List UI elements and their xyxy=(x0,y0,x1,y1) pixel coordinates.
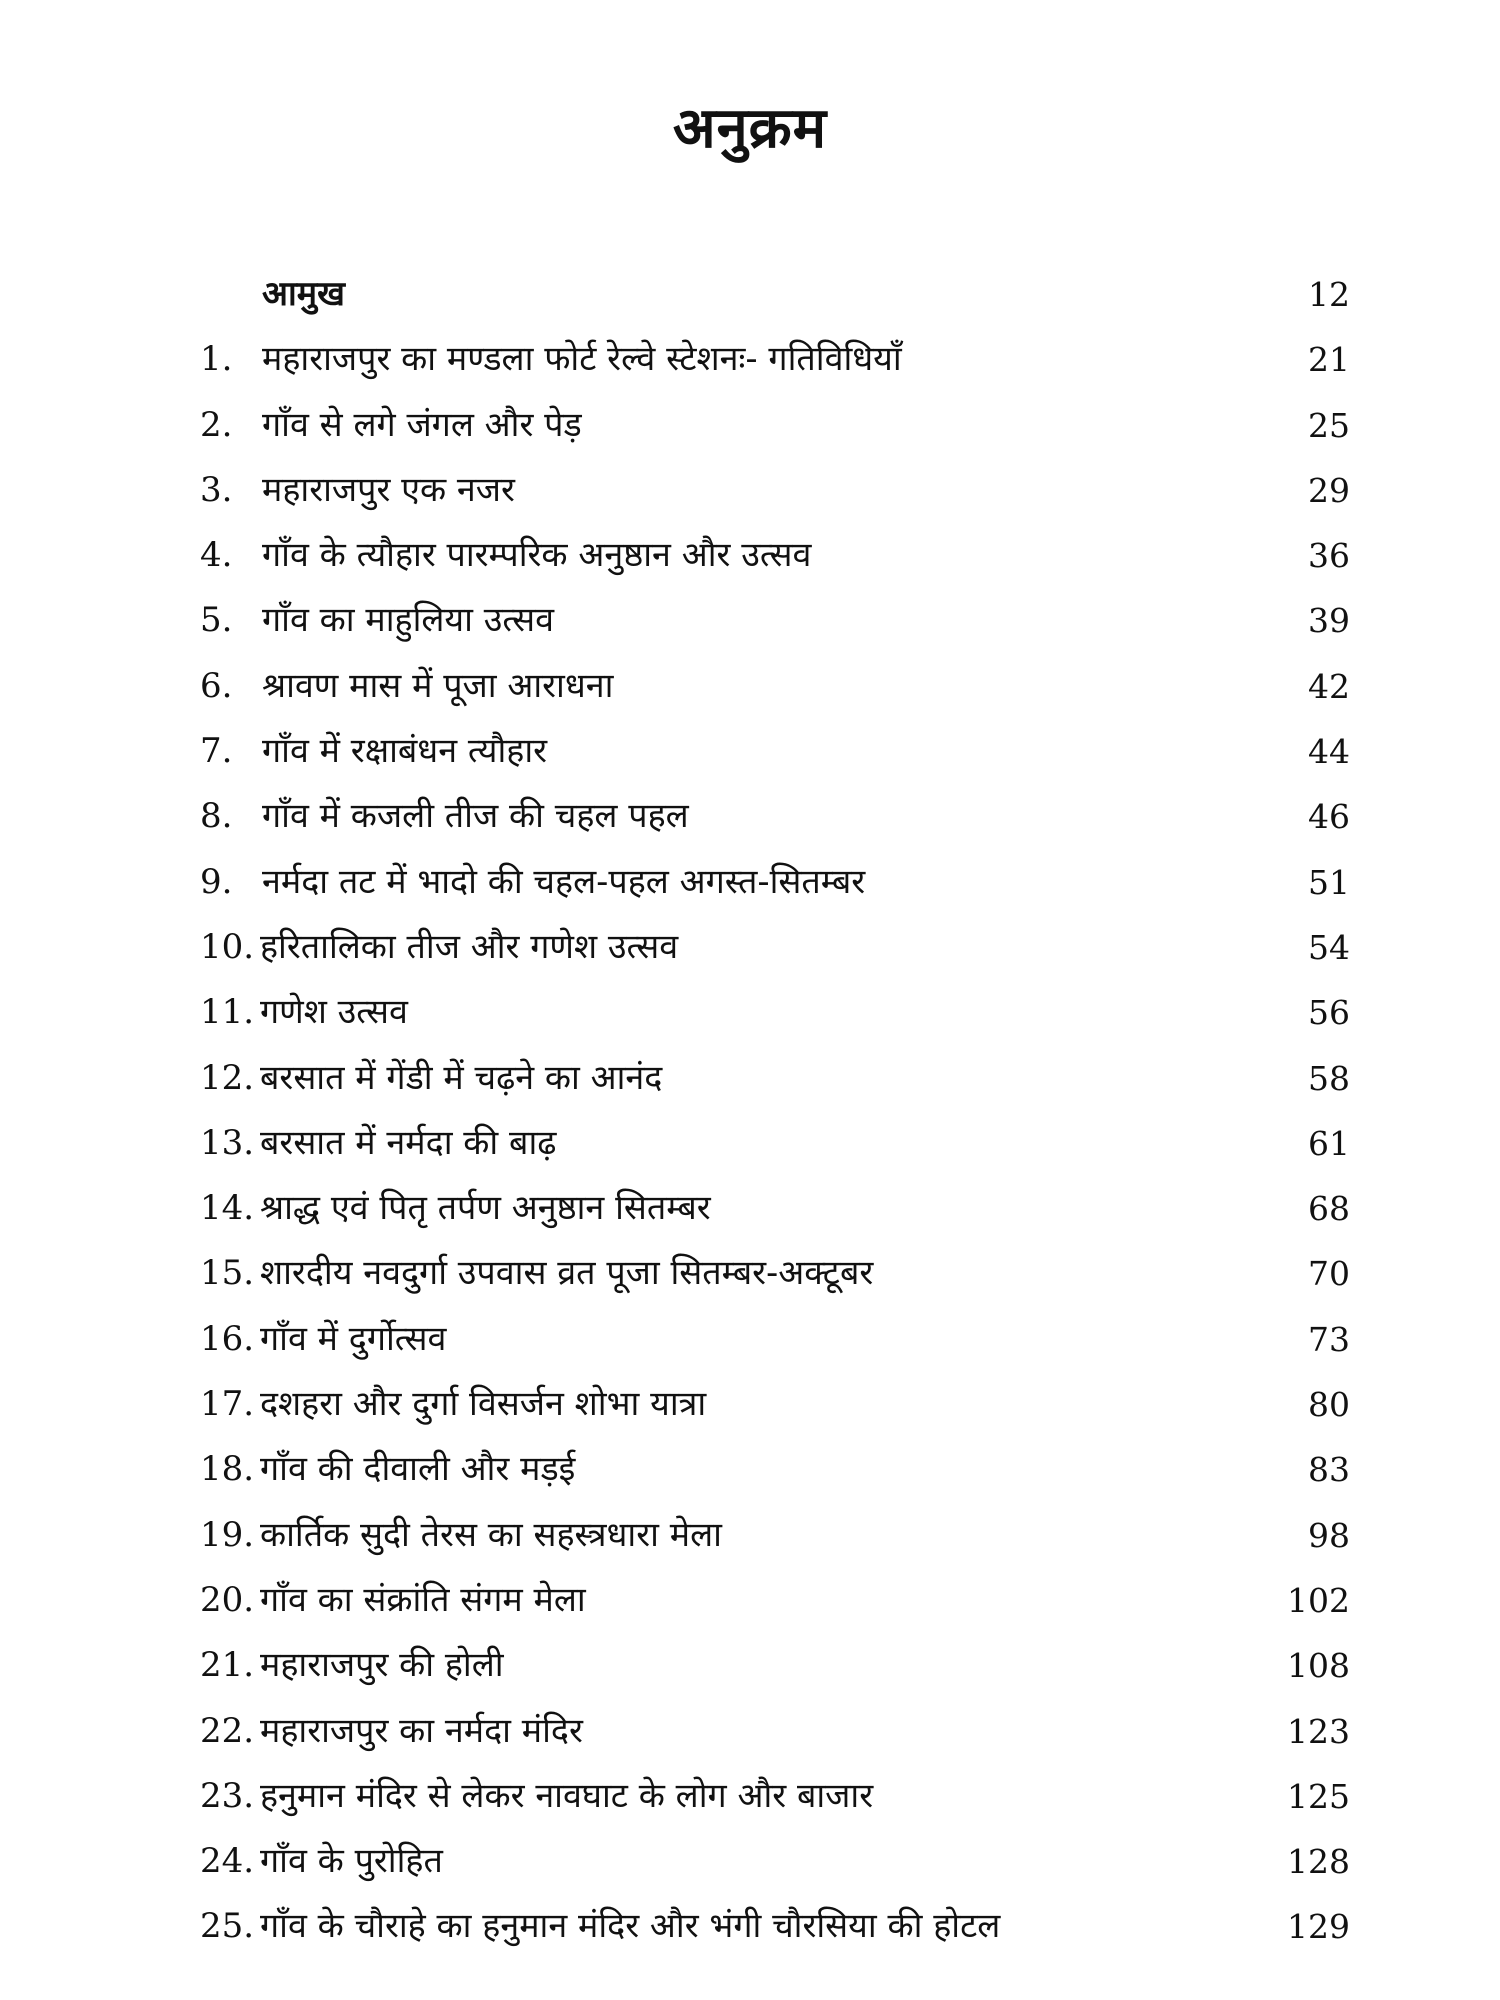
toc-entry-number: 2. xyxy=(200,404,233,445)
toc-entry-number: 5. xyxy=(200,600,233,641)
toc-entry-number: 24. xyxy=(200,1841,255,1882)
toc-row xyxy=(200,1241,1350,1306)
toc-entry-title: हनुमान मंदिर से लेकर नावघाट के लोग और बाजार xyxy=(260,1775,874,1816)
toc-entry-page: 58 xyxy=(1308,1058,1350,1098)
toc-entry-number: 8. xyxy=(200,796,233,837)
toc-row xyxy=(200,1568,1350,1633)
toc-row xyxy=(200,980,1350,1045)
toc-row xyxy=(200,1633,1350,1698)
toc-entry-number: 4. xyxy=(200,535,233,576)
toc-entry-number: 15. xyxy=(200,1253,255,1294)
toc-entry-page: 56 xyxy=(1308,993,1350,1033)
toc-row xyxy=(200,1764,1350,1829)
toc-entry-page: 129 xyxy=(1287,1907,1350,1947)
toc-entry-number: 14. xyxy=(200,1188,255,1229)
toc-entry-title: गाँव में रक्षाबंधन त्यौहार xyxy=(262,731,548,772)
toc-row xyxy=(200,1307,1350,1372)
toc-entry-page: 73 xyxy=(1308,1319,1350,1359)
toc-row xyxy=(200,1503,1350,1568)
page-title: अनुक्रम xyxy=(672,96,828,161)
toc-entry-title: गाँव के त्यौहार पारम्परिक अनुष्ठान और उत्सव xyxy=(262,535,812,576)
toc-entry-title: गाँव का माहुलिया उत्सव xyxy=(262,600,555,641)
toc-entry-page: 61 xyxy=(1308,1123,1350,1163)
toc-row xyxy=(200,1372,1350,1437)
toc-entry-page: 21 xyxy=(1308,340,1350,380)
toc-entry-page: 70 xyxy=(1308,1254,1350,1294)
toc-entry-page: 44 xyxy=(1308,732,1350,772)
toc-row xyxy=(200,1894,1350,1959)
toc-entry-number: 19. xyxy=(200,1514,255,1555)
toc-entry-number: 13. xyxy=(200,1122,255,1163)
toc-entry-page: 36 xyxy=(1308,536,1350,576)
table-of-contents xyxy=(200,262,1350,1960)
toc-intro-page: 12 xyxy=(1308,275,1350,314)
toc-entry-page: 51 xyxy=(1308,862,1350,902)
toc-entry-page: 54 xyxy=(1308,927,1350,967)
toc-row xyxy=(200,1829,1350,1894)
toc-row xyxy=(200,654,1350,719)
toc-entry-number: 18. xyxy=(200,1449,255,1490)
toc-row xyxy=(200,1437,1350,1502)
toc-entry-page: 80 xyxy=(1308,1385,1350,1425)
toc-entry-title: गणेश उत्सव xyxy=(260,992,408,1033)
toc-entry-page: 98 xyxy=(1308,1515,1350,1555)
toc-entry-title: महाराजपुर की होली xyxy=(260,1645,504,1686)
toc-intro-label: आमुख xyxy=(262,274,345,314)
toc-entry-title: कार्तिक सुदी तेरस का सहस्त्रधारा मेला xyxy=(260,1514,722,1555)
toc-row xyxy=(200,915,1350,980)
toc-row xyxy=(200,393,1350,458)
toc-entry-number: 9. xyxy=(200,861,233,902)
toc-entry-title: हरितालिका तीज और गणेश उत्सव xyxy=(260,926,679,967)
toc-entry-title: श्रावण मास में पूजा आराधना xyxy=(262,665,614,706)
toc-entry-page: 128 xyxy=(1287,1842,1350,1882)
toc-row xyxy=(200,1111,1350,1176)
toc-row xyxy=(200,784,1350,849)
toc-row xyxy=(200,458,1350,523)
toc-entry-number: 1. xyxy=(200,339,233,380)
toc-entry-title: गाँव में कजली तीज की चहल पहल xyxy=(262,796,689,837)
toc-entry-title: गाँव से लगे जंगल और पेड़ xyxy=(262,404,582,445)
toc-entry-page: 46 xyxy=(1308,797,1350,837)
toc-entry-page: 29 xyxy=(1308,470,1350,510)
toc-entry-number: 25. xyxy=(200,1906,255,1947)
toc-entry-page: 25 xyxy=(1308,405,1350,445)
toc-entry-title: श्राद्ध एवं पितृ तर्पण अनुष्ठान सितम्बर xyxy=(260,1188,711,1229)
toc-entry-title: गाँव के पुरोहित xyxy=(260,1841,443,1882)
toc-entry-page: 125 xyxy=(1287,1776,1350,1816)
toc-entry-page: 42 xyxy=(1308,666,1350,706)
toc-row xyxy=(200,1046,1350,1111)
toc-entry-title: दशहरा और दुर्गा विसर्जन शोभा यात्रा xyxy=(260,1384,707,1425)
toc-entry-number: 10. xyxy=(200,926,255,967)
toc-row xyxy=(200,523,1350,588)
toc-row xyxy=(200,1176,1350,1241)
toc-entry-title: गाँव का संक्रांति संगम मेला xyxy=(260,1579,586,1620)
toc-entry-page: 68 xyxy=(1308,1189,1350,1229)
toc-row xyxy=(200,327,1350,392)
toc-entry-number: 20. xyxy=(200,1579,255,1620)
toc-row xyxy=(200,719,1350,784)
toc-entry-number: 11. xyxy=(200,992,255,1033)
toc-entry-number: 7. xyxy=(200,731,233,772)
toc-entry-number: 21. xyxy=(200,1645,255,1686)
toc-row-intro xyxy=(200,262,1350,327)
toc-entry-title: गाँव के चौराहे का हनुमान मंदिर और भंगी चौरसिया की होटल xyxy=(260,1906,1001,1947)
toc-entry-number: 16. xyxy=(200,1318,255,1359)
toc-entry-title: नर्मदा तट में भादो की चहल-पहल अगस्त-सितम्बर xyxy=(262,861,866,902)
toc-entry-number: 12. xyxy=(200,1057,255,1098)
toc-entry-page: 123 xyxy=(1287,1711,1350,1751)
toc-entry-number: 17. xyxy=(200,1384,255,1425)
toc-entry-title: बरसात में गेंडी में चढ़ने का आनंद xyxy=(260,1057,663,1098)
toc-entry-number: 3. xyxy=(200,469,233,510)
toc-entry-page: 108 xyxy=(1287,1646,1350,1686)
toc-entry-number: 22. xyxy=(200,1710,255,1751)
toc-row xyxy=(200,588,1350,653)
toc-entry-title: महाराजपुर का मण्डला फोर्ट रेल्वे स्टेशनः- गतिविधियाँ xyxy=(262,339,902,380)
toc-entry-number: 23. xyxy=(200,1775,255,1816)
toc-entry-title: बरसात में नर्मदा की बाढ़ xyxy=(260,1122,557,1163)
toc-entry-number: 6. xyxy=(200,665,233,706)
toc-entry-title: गाँव की दीवाली और मड़ई xyxy=(260,1449,576,1490)
toc-entry-title: महाराजपुर का नर्मदा मंदिर xyxy=(260,1710,583,1751)
toc-entry-title: शारदीय नवदुर्गा उपवास व्रत पूजा सितम्बर-अक्टूबर xyxy=(260,1253,874,1294)
toc-entry-page: 83 xyxy=(1308,1450,1350,1490)
toc-entry-title: महाराजपुर एक नजर xyxy=(262,469,515,510)
toc-entry-page: 102 xyxy=(1287,1580,1350,1620)
toc-row xyxy=(200,1699,1350,1764)
toc-entry-title: गाँव में दुर्गोत्सव xyxy=(260,1318,447,1359)
toc-row xyxy=(200,850,1350,915)
toc-entry-page: 39 xyxy=(1308,601,1350,641)
